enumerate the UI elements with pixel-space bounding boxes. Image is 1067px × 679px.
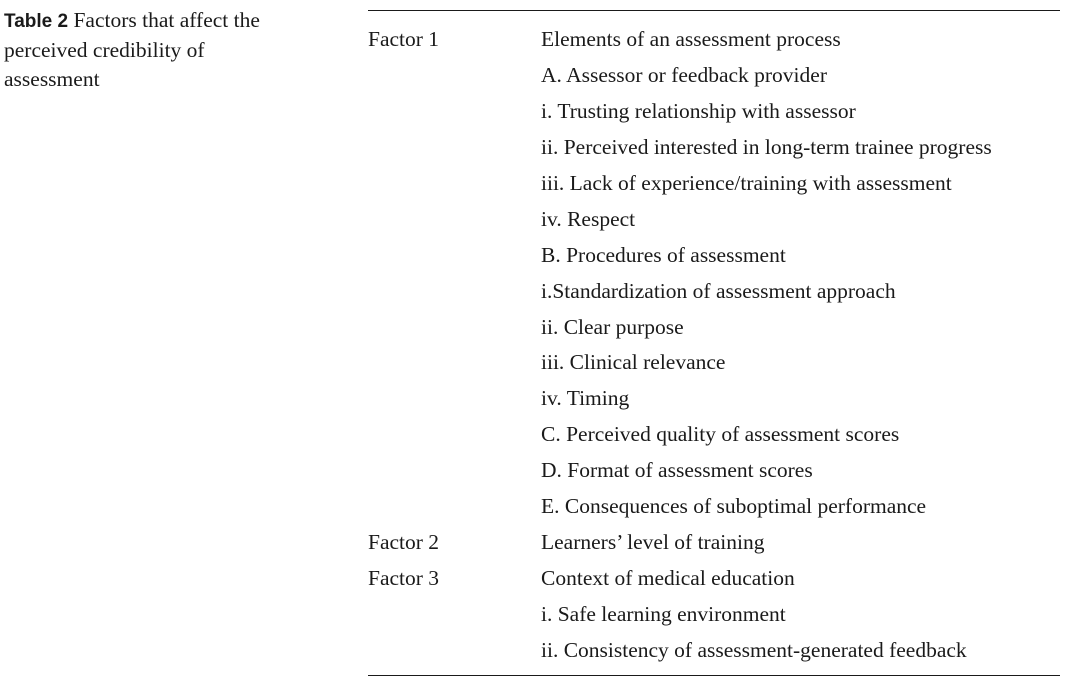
item-cell: ii. Perceived interested in long-term trainee progress	[541, 135, 992, 160]
table-row	[368, 94, 1060, 130]
item-cell: A. Assessor or feedback provider	[541, 63, 827, 88]
factors-table	[368, 10, 1060, 676]
factor-cell	[368, 201, 541, 237]
factor-cell: Factor 2	[368, 529, 440, 554]
item-cell: B. Procedures of assessment	[541, 242, 786, 267]
factor-cell: Factor 3	[368, 565, 440, 590]
table-row	[368, 417, 1060, 453]
table-row	[368, 201, 1060, 237]
table-row	[368, 58, 1060, 94]
table-caption-text: Factors that affect the perceived credibility of assessment	[4, 8, 260, 91]
table-row	[368, 345, 1060, 381]
factor-cell	[368, 58, 541, 94]
item-cell: iii. Clinical relevance	[541, 350, 726, 375]
factor-cell	[368, 489, 541, 525]
table-row	[368, 309, 1060, 345]
item-cell: ii. Clear purpose	[541, 314, 684, 339]
table-row	[368, 453, 1060, 489]
item-cell: D. Format of assessment scores	[541, 458, 813, 483]
factor-cell: Factor 1	[368, 27, 440, 52]
factor-cell	[368, 632, 541, 668]
table-row	[368, 22, 1060, 58]
table-caption	[4, 6, 304, 94]
factor-cell	[368, 309, 541, 345]
item-cell: C. Perceived quality of assessment scores	[541, 422, 900, 447]
factor-cell	[368, 417, 541, 453]
item-cell: iii. Lack of experience/training with assessment	[541, 171, 952, 195]
table-top-rule	[368, 10, 1060, 11]
item-cell: iv. Respect	[541, 206, 636, 231]
item-cell: E. Consequences of suboptimal performance	[541, 494, 927, 519]
item-cell: Learners’ level of training	[541, 529, 765, 554]
factor-cell	[368, 130, 541, 166]
item-cell: i. Trusting relationship with assessor	[541, 99, 856, 124]
factor-cell	[368, 453, 541, 489]
table-row	[368, 130, 1060, 166]
factor-cell	[368, 166, 541, 202]
factor-cell	[368, 596, 541, 632]
table-row	[368, 166, 1060, 202]
table-bottom-rule	[368, 675, 1060, 676]
factor-cell	[368, 345, 541, 381]
factor-cell	[368, 273, 541, 309]
table-label: Table 2	[4, 11, 69, 32]
item-cell: i. Safe learning environment	[541, 601, 786, 626]
table-row	[368, 596, 1060, 632]
table-row	[368, 489, 1060, 525]
table-row	[368, 381, 1060, 417]
item-cell: iv. Timing	[541, 386, 630, 411]
table-row	[368, 524, 1060, 560]
item-cell: i.Standardization of assessment approach	[541, 278, 896, 303]
table-row	[368, 632, 1060, 668]
table-row	[368, 237, 1060, 273]
factor-cell	[368, 237, 541, 273]
item-cell: ii. Consistency of assessment-generated feedback	[541, 637, 967, 662]
item-cell: Context of medical education	[541, 565, 795, 590]
factor-cell	[368, 381, 541, 417]
item-cell: Elements of an assessment process	[541, 27, 841, 52]
table-body	[368, 22, 1060, 668]
table-row	[368, 273, 1060, 309]
table-row	[368, 560, 1060, 596]
factor-cell	[368, 94, 541, 130]
